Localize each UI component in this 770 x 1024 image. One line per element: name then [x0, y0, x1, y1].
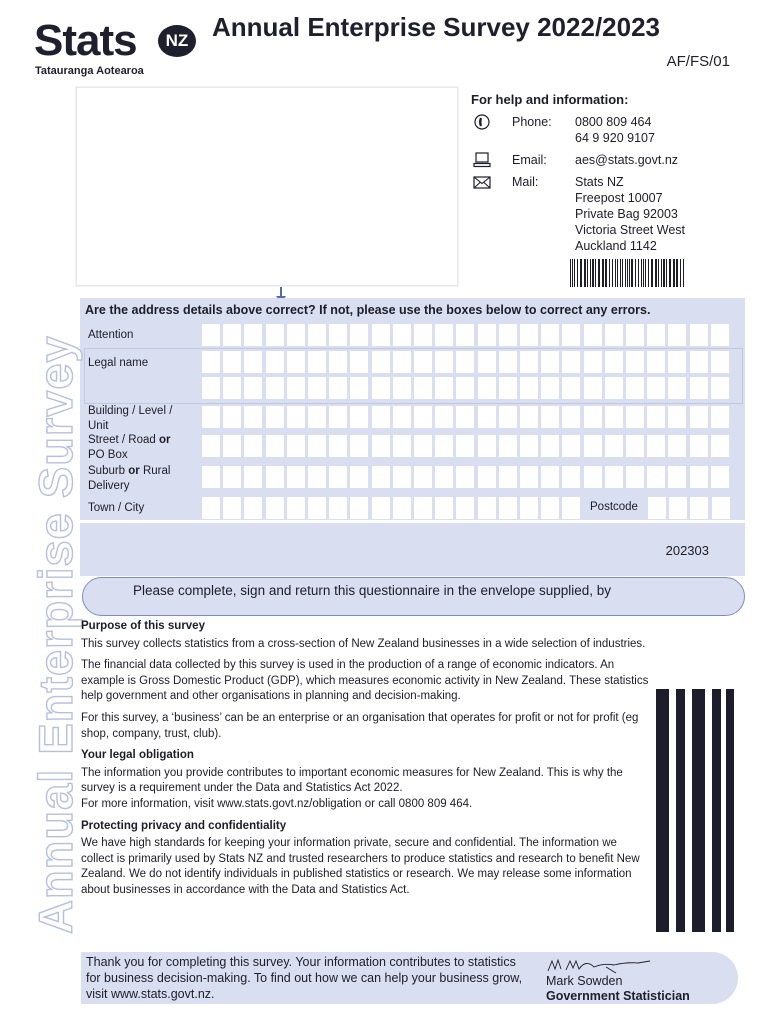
character-box[interactable]	[456, 406, 474, 428]
character-box[interactable]	[329, 497, 347, 519]
character-box[interactable]	[287, 351, 305, 373]
phone-label: Phone:	[512, 115, 552, 129]
barcode-bar	[620, 259, 621, 287]
character-box[interactable]	[499, 466, 517, 488]
phone-number-1[interactable]: 0800 809 464	[575, 115, 652, 129]
character-box[interactable]	[605, 435, 623, 457]
character-box[interactable]	[456, 466, 474, 488]
character-box[interactable]	[541, 406, 559, 428]
barcode-bar	[595, 259, 596, 287]
character-box[interactable]	[223, 324, 241, 346]
character-box[interactable]	[711, 351, 729, 373]
legal-obligation-heading: Your legal obligation	[81, 749, 194, 762]
barcode-bar	[666, 259, 667, 287]
street-label-line-1	[88, 433, 170, 448]
suburb-label	[88, 464, 170, 493]
help-title: For help and information:	[471, 92, 629, 107]
barcode-bar	[663, 259, 665, 287]
character-box[interactable]	[414, 406, 432, 428]
address-question: Are the address details above correct? If not, please use the boxes below to correct any errors.	[85, 303, 651, 317]
logo-wordmark: Stats	[34, 16, 137, 65]
character-box[interactable]	[308, 406, 326, 428]
barcode-bar	[577, 259, 578, 287]
character-box[interactable]	[668, 466, 686, 488]
barcode-bar	[609, 259, 610, 287]
barcode-bar	[580, 259, 582, 287]
character-box[interactable]	[711, 406, 729, 428]
character-box[interactable]	[266, 351, 284, 373]
character-box[interactable]	[668, 377, 686, 399]
character-box[interactable]	[372, 435, 390, 457]
character-box[interactable]	[711, 466, 729, 488]
character-box[interactable]	[329, 351, 347, 373]
barcode-bar	[692, 689, 705, 932]
character-box[interactable]	[329, 377, 347, 399]
character-box[interactable]	[456, 324, 474, 346]
character-box[interactable]	[308, 377, 326, 399]
barcode-bar	[629, 259, 630, 287]
mail-line-1: Stats NZ	[575, 175, 624, 189]
privacy-heading: Protecting privacy and confidentiality	[81, 819, 287, 832]
postcode-label: Postcode	[590, 501, 638, 513]
survey-information	[81, 619, 651, 905]
character-box[interactable]	[520, 466, 538, 488]
character-box[interactable]	[456, 435, 474, 457]
character-box[interactable]	[541, 466, 559, 488]
character-box[interactable]	[562, 497, 580, 519]
character-box[interactable]	[520, 377, 538, 399]
character-box[interactable]	[350, 324, 368, 346]
character-box[interactable]	[223, 435, 241, 457]
barcode-bar	[622, 259, 623, 287]
barcode-bar	[645, 259, 646, 287]
character-box[interactable]	[435, 406, 453, 428]
character-box[interactable]	[266, 435, 284, 457]
character-box[interactable]	[393, 435, 411, 457]
character-box[interactable]	[626, 351, 644, 373]
character-box[interactable]	[266, 497, 284, 519]
character-box[interactable]	[541, 497, 559, 519]
help-phone	[471, 114, 741, 146]
suburb-label-line-1	[88, 464, 170, 479]
barcode-bar	[590, 259, 591, 287]
character-box[interactable]	[690, 351, 708, 373]
character-box[interactable]	[372, 351, 390, 373]
character-box[interactable]	[562, 466, 580, 488]
character-box[interactable]	[287, 324, 305, 346]
character-box[interactable]	[584, 324, 602, 346]
help-info	[471, 92, 741, 260]
character-box[interactable]	[244, 497, 262, 519]
character-box[interactable]	[541, 377, 559, 399]
character-box[interactable]	[647, 406, 665, 428]
phone-number-2[interactable]: 64 9 920 9107	[575, 131, 655, 145]
form-divider	[80, 520, 745, 523]
barcode-bar	[651, 259, 653, 287]
mail-line-4: Victoria Street West	[575, 223, 685, 237]
signer-name: Mark Sowden	[546, 974, 623, 988]
barcode-bar	[602, 259, 604, 287]
mail-line-2: Freepost 10007	[575, 191, 663, 205]
character-box[interactable]	[626, 466, 644, 488]
character-box[interactable]	[562, 377, 580, 399]
character-box[interactable]	[712, 497, 730, 519]
purpose-paragraph-2: The financial data collected by this survey is used in the production of a range of economic indicators. An example is Gross Domestic Product (GDP), which measures economic activity in New Zealand. These statistics help government and other organisations in planning and decision-making.	[81, 659, 649, 703]
character-box[interactable]	[244, 406, 262, 428]
help-mail	[471, 174, 741, 254]
character-box[interactable]	[393, 406, 411, 428]
character-box[interactable]	[499, 435, 517, 457]
character-box[interactable]	[393, 324, 411, 346]
barcode-bar	[615, 259, 616, 287]
character-box[interactable]	[584, 435, 602, 457]
character-box[interactable]	[350, 406, 368, 428]
purpose-heading: Purpose of this survey	[81, 620, 205, 632]
legal-paragraph-2: For more information, visit www.stats.govt.nz/obligation or call 0800 809 464.	[81, 797, 473, 810]
return-instruction: Please complete, sign and return this questionnaire in the envelope supplied, by	[82, 577, 745, 616]
character-box[interactable]	[541, 324, 559, 346]
barcode-bar	[676, 259, 678, 287]
character-box[interactable]	[456, 377, 474, 399]
character-box[interactable]	[308, 435, 326, 457]
character-box[interactable]	[605, 351, 623, 373]
character-box[interactable]	[223, 497, 241, 519]
character-box[interactable]	[244, 466, 262, 488]
stats-nz-logo	[34, 18, 204, 78]
character-box[interactable]	[541, 351, 559, 373]
character-box[interactable]	[287, 435, 305, 457]
mail-line-3: Private Bag 92003	[575, 207, 678, 221]
character-box[interactable]	[478, 377, 496, 399]
barcode-bar	[680, 259, 681, 287]
character-box[interactable]	[668, 351, 686, 373]
character-box[interactable]	[393, 377, 411, 399]
character-box[interactable]	[223, 351, 241, 373]
purpose-paragraph-1: This survey collects statistics from a cross-section of New Zealand businesses in a wide selection of industries.	[81, 637, 646, 650]
character-box[interactable]	[350, 435, 368, 457]
character-box[interactable]	[541, 435, 559, 457]
character-box[interactable]	[584, 351, 602, 373]
character-box[interactable]	[393, 351, 411, 373]
attention-label: Attention	[88, 329, 134, 341]
character-box[interactable]	[690, 377, 708, 399]
character-box[interactable]	[244, 351, 262, 373]
character-box[interactable]	[562, 406, 580, 428]
character-box[interactable]	[372, 406, 390, 428]
signer-title: Government Statistician	[546, 989, 690, 1003]
character-box[interactable]	[350, 497, 368, 519]
character-box[interactable]	[584, 377, 602, 399]
character-box[interactable]	[435, 466, 453, 488]
character-box[interactable]	[478, 406, 496, 428]
footer-thanks	[81, 952, 738, 1004]
character-box[interactable]	[266, 406, 284, 428]
character-box[interactable]	[223, 406, 241, 428]
help-email	[471, 152, 741, 168]
barcode-bar	[673, 259, 675, 287]
character-box[interactable]	[499, 406, 517, 428]
character-box[interactable]	[202, 497, 220, 519]
character-box[interactable]	[562, 435, 580, 457]
character-box[interactable]	[372, 497, 390, 519]
character-box[interactable]	[605, 466, 623, 488]
character-box[interactable]	[690, 435, 708, 457]
character-box[interactable]	[202, 324, 220, 346]
character-box[interactable]	[244, 377, 262, 399]
character-box[interactable]	[690, 497, 708, 519]
character-box[interactable]	[562, 351, 580, 373]
character-box[interactable]	[520, 497, 538, 519]
character-box[interactable]	[414, 435, 432, 457]
barcode-bar	[631, 259, 633, 287]
character-box[interactable]	[456, 351, 474, 373]
character-box[interactable]	[287, 497, 305, 519]
character-box[interactable]	[711, 324, 729, 346]
email-address[interactable]: aes@stats.govt.nz	[575, 153, 679, 167]
building-label-line-1: Building / Level /	[88, 405, 173, 417]
character-box[interactable]	[478, 351, 496, 373]
street-label-line-2: PO Box	[88, 448, 128, 461]
barcode-bar	[658, 259, 659, 287]
computer-icon	[473, 152, 491, 168]
character-box[interactable]	[308, 466, 326, 488]
character-box[interactable]	[584, 466, 602, 488]
character-box[interactable]	[372, 324, 390, 346]
side-survey-title: Annual Enterprise Survey	[29, 335, 82, 934]
character-box[interactable]	[287, 377, 305, 399]
address-window	[76, 87, 458, 286]
character-box[interactable]	[414, 351, 432, 373]
character-box[interactable]	[329, 324, 347, 346]
character-box[interactable]	[266, 377, 284, 399]
character-box[interactable]	[287, 466, 305, 488]
character-box[interactable]	[520, 406, 538, 428]
suburb-label-rural: Rural	[139, 465, 171, 477]
character-box[interactable]	[329, 435, 347, 457]
character-box[interactable]	[626, 406, 644, 428]
large-barcode	[656, 689, 734, 932]
character-box[interactable]	[668, 435, 686, 457]
barcode-bar	[726, 689, 734, 932]
character-box[interactable]	[605, 406, 623, 428]
logo-nz-badge: NZ	[158, 25, 196, 57]
barcode-bar	[612, 259, 613, 287]
character-box[interactable]	[435, 497, 453, 519]
character-box[interactable]	[626, 324, 644, 346]
character-box[interactable]	[668, 406, 686, 428]
character-box[interactable]	[499, 351, 517, 373]
character-box[interactable]	[223, 377, 241, 399]
character-box[interactable]	[202, 466, 220, 488]
small-barcode	[570, 259, 688, 287]
character-box[interactable]	[414, 497, 432, 519]
character-box[interactable]	[308, 324, 326, 346]
barcode-bar	[638, 259, 639, 287]
street-label-or: or	[158, 434, 171, 446]
building-label-line-2: Unit	[88, 419, 109, 432]
phone-icon	[473, 114, 491, 130]
mail-label: Mail:	[512, 175, 539, 189]
character-box[interactable]	[626, 435, 644, 457]
character-box[interactable]	[202, 377, 220, 399]
barcode-bar	[617, 259, 618, 287]
barcode-bar	[598, 259, 600, 287]
character-box[interactable]	[499, 377, 517, 399]
barcode-bar	[572, 259, 573, 287]
legal-paragraph-1: The information you provide contributes to important economic measures for New Zealand. This is why the survey is a requirement under the Data and Statistics Act 2022.	[81, 766, 623, 795]
character-box[interactable]	[266, 466, 284, 488]
email-label: Email:	[512, 153, 547, 167]
character-box[interactable]	[435, 377, 453, 399]
character-box[interactable]	[562, 324, 580, 346]
character-box[interactable]	[308, 351, 326, 373]
mail-line-5: Auckland 1142	[575, 239, 657, 253]
character-box[interactable]	[478, 324, 496, 346]
town-label: Town / City	[88, 502, 145, 514]
character-box[interactable]	[202, 351, 220, 373]
character-box[interactable]	[499, 497, 517, 519]
barcode-bar	[605, 259, 607, 287]
barcode-bar	[656, 689, 669, 932]
privacy-paragraph: We have high standards for keeping your information private, secure and confidential. The information we collect is primarily used by Stats NZ and trusted researchers to produce statistics and research to benefit New Zealand. We do not identify individuals in published statistics or research. We may release some information about businesses in accordance with the Data and Statistics Act.	[81, 837, 640, 896]
barcode-bar	[683, 259, 684, 287]
character-box[interactable]	[223, 466, 241, 488]
barcode-bar	[648, 259, 649, 287]
barcode-bar	[669, 259, 671, 287]
barcode-bar	[641, 259, 642, 287]
street-label-text: Street / Road	[88, 434, 159, 446]
character-box[interactable]	[647, 377, 665, 399]
character-box[interactable]	[202, 435, 220, 457]
character-box[interactable]	[478, 435, 496, 457]
purpose-paragraph-3: For this survey, a ‘business’ can be an enterprise or an organisation that operates for profit or not for profit (eg shop, company, trust, club).	[81, 711, 639, 740]
barcode-bar	[584, 259, 586, 287]
barcode-bar	[627, 259, 628, 287]
character-box[interactable]	[393, 466, 411, 488]
character-box[interactable]	[584, 406, 602, 428]
character-box[interactable]	[648, 497, 666, 519]
character-box[interactable]	[435, 351, 453, 373]
form-code: AF/FS/01	[666, 53, 730, 70]
character-box[interactable]	[647, 351, 665, 373]
character-box[interactable]	[690, 466, 708, 488]
barcode-bar	[676, 689, 685, 932]
character-box[interactable]	[308, 497, 326, 519]
character-box[interactable]	[711, 377, 729, 399]
character-box[interactable]	[244, 324, 262, 346]
logo-subtitle: Tatauranga Aotearoa	[35, 65, 144, 77]
character-box[interactable]	[478, 466, 496, 488]
character-box[interactable]	[647, 466, 665, 488]
building-label	[88, 404, 172, 433]
barcode-bar	[635, 259, 636, 287]
thank-you-text: Thank you for completing this survey. Your information contributes to statistics for business decision-making. To find out how we can help your business grow, visit www.stats.govt.nz.	[86, 955, 523, 1001]
barcode-bar	[570, 259, 571, 287]
character-box[interactable]	[668, 324, 686, 346]
barcode-bar	[574, 259, 575, 287]
character-box[interactable]	[647, 324, 665, 346]
character-box[interactable]	[478, 497, 496, 519]
street-label	[88, 433, 170, 462]
character-box[interactable]	[329, 406, 347, 428]
barcode-bar	[587, 259, 588, 287]
character-box[interactable]	[414, 377, 432, 399]
barcode-bar	[625, 259, 626, 287]
barcode-bar	[661, 259, 662, 287]
suburb-label-or: or	[128, 465, 140, 477]
character-box[interactable]	[605, 324, 623, 346]
batch-code: 202303	[665, 543, 709, 558]
barcode-bar	[643, 259, 644, 287]
legal-name-label: Legal name	[88, 357, 149, 369]
character-box[interactable]	[393, 497, 411, 519]
barcode-bar	[712, 689, 721, 932]
character-box[interactable]	[372, 466, 390, 488]
suburb-label-line-2: Delivery	[88, 479, 130, 492]
character-box[interactable]	[520, 324, 538, 346]
character-box[interactable]	[626, 377, 644, 399]
envelope-icon	[473, 174, 491, 190]
character-box[interactable]	[266, 324, 284, 346]
character-box[interactable]	[350, 377, 368, 399]
address-correction-form	[80, 298, 745, 576]
character-box[interactable]	[414, 466, 432, 488]
character-box[interactable]	[711, 435, 729, 457]
character-box[interactable]	[287, 406, 305, 428]
character-box[interactable]	[690, 324, 708, 346]
character-box[interactable]	[520, 351, 538, 373]
character-box[interactable]	[605, 377, 623, 399]
character-box[interactable]	[350, 466, 368, 488]
survey-title: Annual Enterprise Survey 2022/2023	[212, 12, 661, 42]
suburb-label-text: Suburb	[88, 465, 129, 477]
character-box[interactable]	[520, 435, 538, 457]
character-box[interactable]	[435, 435, 453, 457]
character-box[interactable]	[690, 406, 708, 428]
barcode-bar	[592, 259, 594, 287]
character-box[interactable]	[350, 351, 368, 373]
character-box[interactable]	[647, 435, 665, 457]
character-box[interactable]	[244, 435, 262, 457]
character-box[interactable]	[499, 324, 517, 346]
character-box[interactable]	[372, 377, 390, 399]
character-box[interactable]	[414, 324, 432, 346]
character-box[interactable]	[435, 324, 453, 346]
character-box[interactable]	[669, 497, 687, 519]
barcode-bar	[655, 259, 657, 287]
character-box[interactable]	[456, 497, 474, 519]
character-box[interactable]	[202, 406, 220, 428]
character-box[interactable]	[329, 466, 347, 488]
